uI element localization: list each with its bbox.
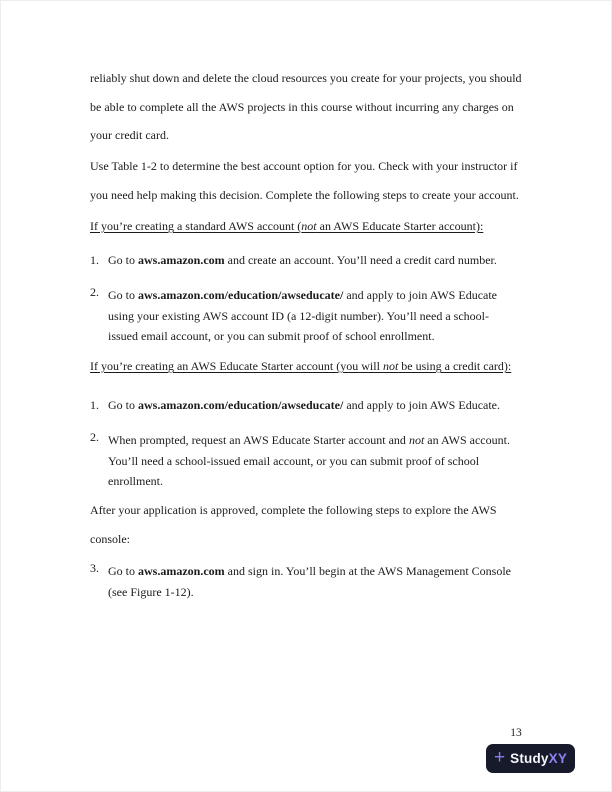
- text-line: When prompted, request an AWS Educate Starter account and not an AWS account.: [108, 433, 510, 447]
- logo-xy-text: XY: [548, 751, 568, 766]
- list-item: [90, 398, 500, 413]
- studyxy-logo-badge: [486, 744, 575, 773]
- section-heading-standard-account: [90, 219, 483, 234]
- paragraph-table-reference: [90, 152, 519, 209]
- list-number: 2.: [90, 430, 99, 444]
- text-line: issued email account, or you can submit proof of school enrollment.: [108, 329, 435, 343]
- list-number: 1.: [90, 398, 99, 412]
- paragraph-intro: [90, 64, 522, 150]
- list-number: 2.: [90, 285, 99, 299]
- paragraph-after-approval: [90, 496, 497, 553]
- heading-text: If you’re creating an AWS Educate Starter account (you will not be using a credit card):: [90, 359, 512, 373]
- page-number: 13: [510, 727, 522, 739]
- list-item: [90, 561, 511, 602]
- list-item-text: Go to aws.amazon.com and create an account. You’ll need a credit card number.: [108, 253, 497, 267]
- text-line: reliably shut down and delete the cloud resources you create for your projects, you should: [90, 71, 522, 85]
- studyxy-logo-text: [510, 751, 567, 766]
- text-line: Go to aws.amazon.com and sign in. You’ll begin at the AWS Management Console: [108, 564, 512, 578]
- text-line: enrollment.: [108, 474, 163, 488]
- list-item: [90, 285, 497, 347]
- list-number: 1.: [90, 253, 99, 267]
- logo-study-text: Study: [510, 751, 549, 766]
- list-number: 3.: [90, 561, 99, 575]
- section-heading-starter-account: [90, 359, 511, 374]
- text-line: After your application is approved, complete the following steps to explore the AWS: [90, 503, 497, 517]
- list-item: [90, 253, 497, 268]
- plus-icon: +: [494, 747, 506, 768]
- heading-text: If you’re creating a standard AWS account (not an AWS Educate Starter account):: [90, 219, 484, 233]
- text-line: you need help making this decision. Complete the following steps to create your account.: [90, 187, 519, 202]
- list-item-text: Go to aws.amazon.com/education/awseducate/ and apply to join AWS Educate.: [108, 398, 501, 412]
- text-line: console:: [90, 531, 130, 546]
- list-item: [90, 430, 510, 492]
- text-line: Go to aws.amazon.com/education/awseducate/ and apply to join AWS Educate: [108, 288, 498, 302]
- text-line: You’ll need a school-issued email account, or you can submit proof of school: [108, 453, 480, 468]
- text-line: (see Figure 1-12).: [108, 584, 194, 599]
- text-line: using your existing AWS account ID (a 12-digit number). You’ll need a school-: [108, 308, 489, 323]
- text-line: Use Table 1-2 to determine the best account option for you. Check with your instructor if: [90, 159, 518, 173]
- text-line: be able to complete all the AWS projects in this course without incurring any charges on: [90, 99, 514, 114]
- text-line: your credit card.: [90, 128, 169, 143]
